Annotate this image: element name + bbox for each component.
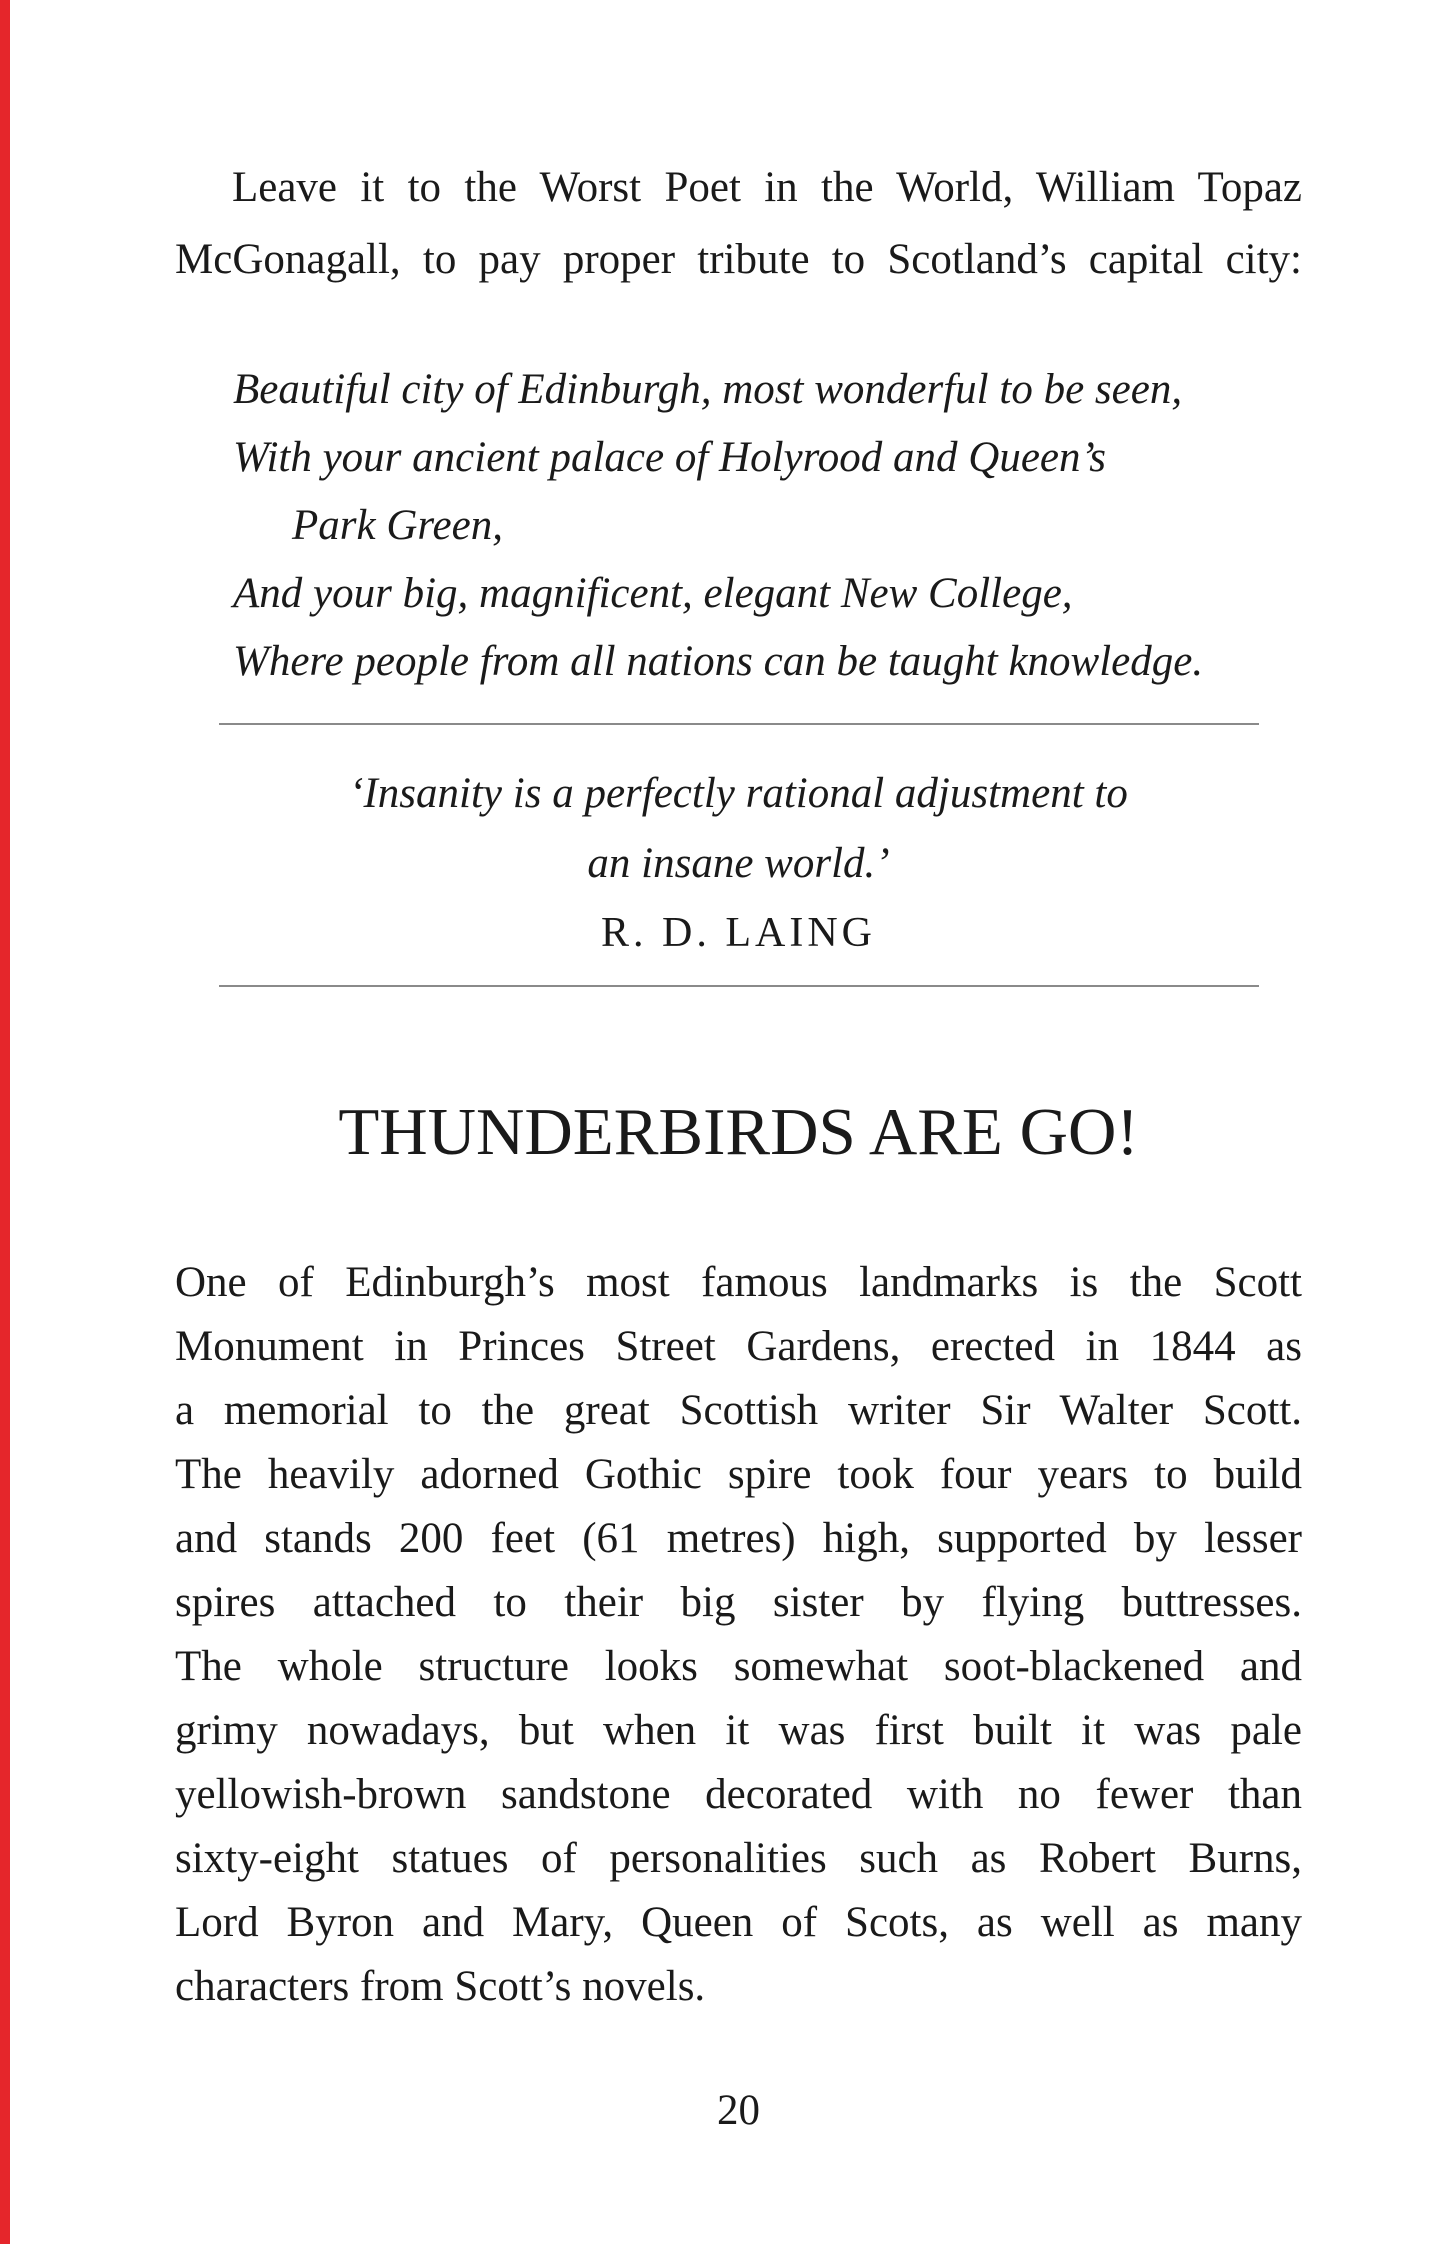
body-line: sixty-eight statues of personalities such as Robert Burns, bbox=[175, 1835, 1302, 1882]
body-line: The whole structure looks somewhat soot-blackened and bbox=[175, 1643, 1302, 1690]
quote-line: an insane world.’ bbox=[587, 840, 890, 887]
poem-block bbox=[233, 356, 1302, 696]
poem-line: With your ancient palace of Holyrood and Queen’s bbox=[233, 434, 1106, 481]
left-edge-accent-bar bbox=[0, 0, 10, 2244]
body-paragraph bbox=[175, 1251, 1302, 2019]
quote-attribution: R. D. LAING bbox=[601, 910, 876, 956]
quote-line: ‘Insanity is a perfectly rational adjustment to bbox=[349, 770, 1128, 817]
poem-line: Beautiful city of Edinburgh, most wonderful to be seen, bbox=[233, 366, 1183, 413]
page-number: 20 bbox=[717, 2087, 760, 2134]
body-line: and stands 200 feet (61 metres) high, supported by lesser bbox=[175, 1515, 1302, 1562]
intro-line: McGonagall, to pay proper tribute to Scotland’s capital city: bbox=[175, 236, 1302, 283]
divider-rule-bottom bbox=[219, 985, 1259, 987]
section-heading: THUNDERBIRDS ARE GO! bbox=[338, 1095, 1139, 1169]
poem-line: And your big, magnificent, elegant New College, bbox=[233, 570, 1073, 617]
body-line: grimy nowadays, but when it was first built it was pale bbox=[175, 1707, 1302, 1754]
body-line: yellowish-brown sandstone decorated with no fewer than bbox=[175, 1771, 1302, 1818]
body-line: The heavily adorned Gothic spire took four years to build bbox=[175, 1451, 1302, 1498]
body-line: a memorial to the great Scottish writer Sir Walter Scott. bbox=[175, 1387, 1302, 1434]
intro-line: Leave it to the Worst Poet in the World, William Topaz bbox=[232, 164, 1302, 211]
intro-paragraph bbox=[175, 152, 1302, 296]
poem-line: Park Green, bbox=[292, 502, 503, 549]
body-line: Lord Byron and Mary, Queen of Scots, as well as many bbox=[175, 1899, 1302, 1946]
poem-line: Where people from all nations can be taught knowledge. bbox=[233, 638, 1204, 685]
body-line: characters from Scott’s novels. bbox=[175, 1963, 706, 2010]
pull-quote bbox=[175, 759, 1302, 899]
body-line: Monument in Princes Street Gardens, erected in 1844 as bbox=[175, 1323, 1302, 1370]
divider-rule-top bbox=[219, 723, 1259, 725]
body-line: One of Edinburgh’s most famous landmarks is the Scott bbox=[175, 1259, 1302, 1306]
body-line: spires attached to their big sister by flying buttresses. bbox=[175, 1579, 1302, 1626]
